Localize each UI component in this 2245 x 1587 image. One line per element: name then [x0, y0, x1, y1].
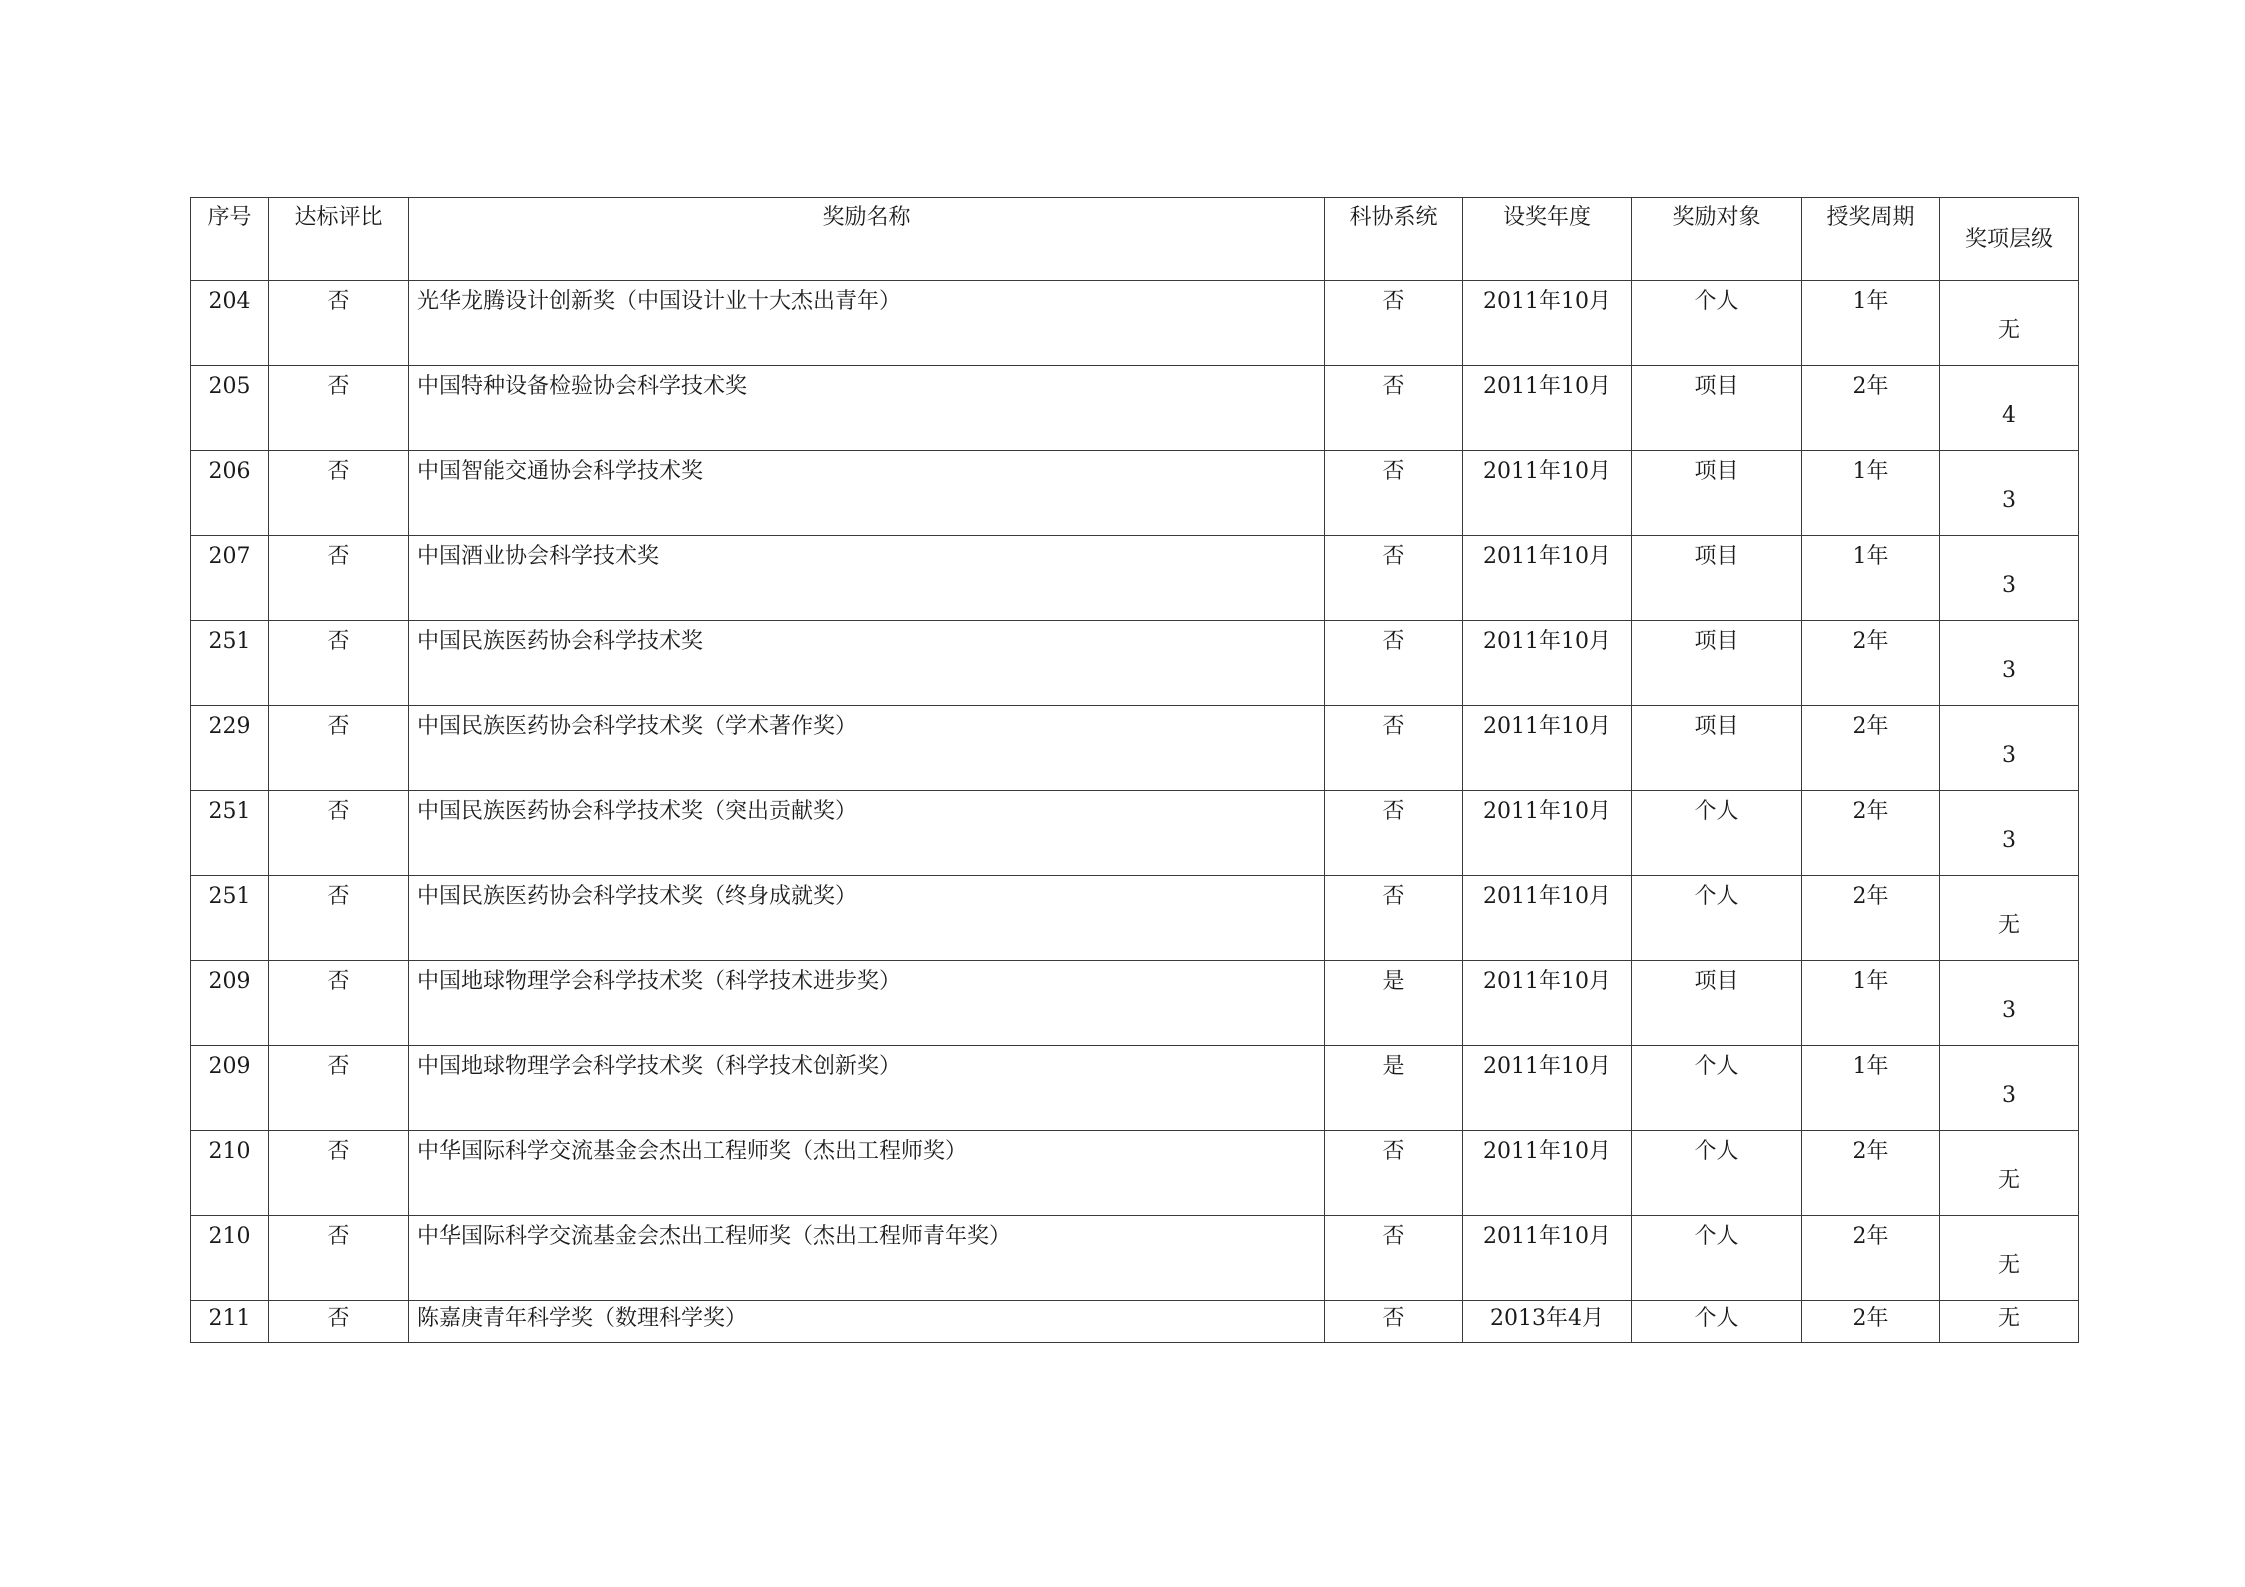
cell-cycle: 1年: [1802, 961, 1940, 1046]
cell-cycle: 2年: [1802, 791, 1940, 876]
cell-target: 个人: [1632, 281, 1802, 366]
cell-level: 3: [1940, 791, 2079, 876]
cell-level: 无: [1940, 1216, 2079, 1301]
cell-target: 项目: [1632, 451, 1802, 536]
cell-no: 207: [191, 536, 269, 621]
cell-cycle: 2年: [1802, 1216, 1940, 1301]
cell-eval: 否: [269, 621, 409, 706]
cell-year: 2011年10月: [1463, 961, 1632, 1046]
cell-target: 个人: [1632, 1046, 1802, 1131]
cell-level: 4: [1940, 366, 2079, 451]
table-row: [191, 621, 2079, 706]
cell-target: 个人: [1632, 791, 1802, 876]
cell-eval: 否: [269, 961, 409, 1046]
table-row: [191, 366, 2079, 451]
cell-cycle: 2年: [1802, 1301, 1940, 1343]
cell-cycle: 2年: [1802, 621, 1940, 706]
cell-eval: 否: [269, 366, 409, 451]
cell-system: 是: [1325, 961, 1463, 1046]
cell-cycle: 1年: [1802, 451, 1940, 536]
cell-year: 2011年10月: [1463, 1216, 1632, 1301]
cell-name: 中国特种设备检验协会科学技术奖: [409, 366, 1325, 451]
header-cell-year: 设奖年度: [1463, 198, 1632, 281]
header-cell-system: 科协系统: [1325, 198, 1463, 281]
cell-system: 否: [1325, 1131, 1463, 1216]
cell-target: 个人: [1632, 1216, 1802, 1301]
cell-level: 无: [1940, 876, 2079, 961]
cell-name: 中国地球物理学会科学技术奖（科学技术进步奖）: [409, 961, 1325, 1046]
cell-eval: 否: [269, 1046, 409, 1131]
cell-system: 否: [1325, 876, 1463, 961]
cell-no: 211: [191, 1301, 269, 1343]
cell-level: 3: [1940, 706, 2079, 791]
header-cell-no: 序号: [191, 198, 269, 281]
cell-year: 2011年10月: [1463, 876, 1632, 961]
cell-level: 3: [1940, 961, 2079, 1046]
cell-level: 无: [1940, 1301, 2079, 1343]
header-cell-name: 奖励名称: [409, 198, 1325, 281]
cell-no: 229: [191, 706, 269, 791]
header-cell-target: 奖励对象: [1632, 198, 1802, 281]
cell-system: 否: [1325, 706, 1463, 791]
cell-year: 2011年10月: [1463, 791, 1632, 876]
cell-name: 中国酒业协会科学技术奖: [409, 536, 1325, 621]
cell-eval: 否: [269, 706, 409, 791]
cell-name: 中国民族医药协会科学技术奖（突出贡献奖）: [409, 791, 1325, 876]
cell-name: 中国智能交通协会科学技术奖: [409, 451, 1325, 536]
cell-eval: 否: [269, 1131, 409, 1216]
cell-level: 无: [1940, 1131, 2079, 1216]
cell-name: 中国民族医药协会科学技术奖: [409, 621, 1325, 706]
cell-target: 个人: [1632, 1301, 1802, 1343]
cell-target: 项目: [1632, 621, 1802, 706]
awards-table: [190, 197, 2079, 1343]
cell-target: 项目: [1632, 366, 1802, 451]
cell-cycle: 1年: [1802, 536, 1940, 621]
cell-no: 209: [191, 1046, 269, 1131]
cell-eval: 否: [269, 876, 409, 961]
cell-target: 个人: [1632, 876, 1802, 961]
cell-level: 3: [1940, 621, 2079, 706]
cell-year: 2011年10月: [1463, 1131, 1632, 1216]
table-row: [191, 1216, 2079, 1301]
cell-name: 中国民族医药协会科学技术奖（终身成就奖）: [409, 876, 1325, 961]
header-row: [191, 198, 2079, 281]
cell-level: 3: [1940, 1046, 2079, 1131]
cell-name: 中国民族医药协会科学技术奖（学术著作奖）: [409, 706, 1325, 791]
cell-target: 个人: [1632, 1131, 1802, 1216]
cell-eval: 否: [269, 1216, 409, 1301]
header-cell-cycle: 授奖周期: [1802, 198, 1940, 281]
cell-no: 205: [191, 366, 269, 451]
cell-cycle: 2年: [1802, 706, 1940, 791]
cell-level: 3: [1940, 536, 2079, 621]
table-row: [191, 791, 2079, 876]
cell-level: 3: [1940, 451, 2079, 536]
header-cell-level: 奖项层级: [1940, 198, 2079, 281]
table-row: [191, 961, 2079, 1046]
cell-year: 2011年10月: [1463, 536, 1632, 621]
cell-no: 251: [191, 791, 269, 876]
table-body: [191, 281, 2079, 1343]
cell-year: 2011年10月: [1463, 621, 1632, 706]
cell-system: 否: [1325, 451, 1463, 536]
cell-no: 204: [191, 281, 269, 366]
cell-cycle: 1年: [1802, 1046, 1940, 1131]
cell-eval: 否: [269, 791, 409, 876]
cell-system: 是: [1325, 1046, 1463, 1131]
cell-level: 无: [1940, 281, 2079, 366]
cell-system: 否: [1325, 281, 1463, 366]
table-row: [191, 1046, 2079, 1131]
cell-no: 210: [191, 1131, 269, 1216]
cell-year: 2011年10月: [1463, 706, 1632, 791]
table-header: [191, 198, 2079, 281]
cell-name: 中华国际科学交流基金会杰出工程师奖（杰出工程师奖）: [409, 1131, 1325, 1216]
table-row: [191, 1301, 2079, 1343]
cell-cycle: 2年: [1802, 876, 1940, 961]
cell-cycle: 2年: [1802, 1131, 1940, 1216]
cell-year: 2013年4月: [1463, 1301, 1632, 1343]
cell-year: 2011年10月: [1463, 366, 1632, 451]
table-row: [191, 536, 2079, 621]
cell-eval: 否: [269, 536, 409, 621]
cell-name: 陈嘉庚青年科学奖（数理科学奖）: [409, 1301, 1325, 1343]
cell-name: 光华龙腾设计创新奖（中国设计业十大杰出青年）: [409, 281, 1325, 366]
cell-target: 项目: [1632, 706, 1802, 791]
cell-name: 中国地球物理学会科学技术奖（科学技术创新奖）: [409, 1046, 1325, 1131]
table-row: [191, 706, 2079, 791]
cell-system: 否: [1325, 791, 1463, 876]
cell-no: 251: [191, 621, 269, 706]
cell-eval: 否: [269, 1301, 409, 1343]
cell-year: 2011年10月: [1463, 1046, 1632, 1131]
cell-cycle: 2年: [1802, 366, 1940, 451]
table-row: [191, 281, 2079, 366]
cell-eval: 否: [269, 451, 409, 536]
table-row: [191, 876, 2079, 961]
table-row: [191, 1131, 2079, 1216]
cell-name: 中华国际科学交流基金会杰出工程师奖（杰出工程师青年奖）: [409, 1216, 1325, 1301]
cell-year: 2011年10月: [1463, 451, 1632, 536]
cell-cycle: 1年: [1802, 281, 1940, 366]
cell-no: 206: [191, 451, 269, 536]
cell-system: 否: [1325, 621, 1463, 706]
cell-no: 210: [191, 1216, 269, 1301]
cell-target: 项目: [1632, 961, 1802, 1046]
cell-no: 251: [191, 876, 269, 961]
cell-system: 否: [1325, 1301, 1463, 1343]
cell-system: 否: [1325, 1216, 1463, 1301]
table-row: [191, 451, 2079, 536]
cell-system: 否: [1325, 536, 1463, 621]
cell-no: 209: [191, 961, 269, 1046]
cell-eval: 否: [269, 281, 409, 366]
cell-target: 项目: [1632, 536, 1802, 621]
cell-system: 否: [1325, 366, 1463, 451]
cell-year: 2011年10月: [1463, 281, 1632, 366]
header-cell-eval: 达标评比: [269, 198, 409, 281]
